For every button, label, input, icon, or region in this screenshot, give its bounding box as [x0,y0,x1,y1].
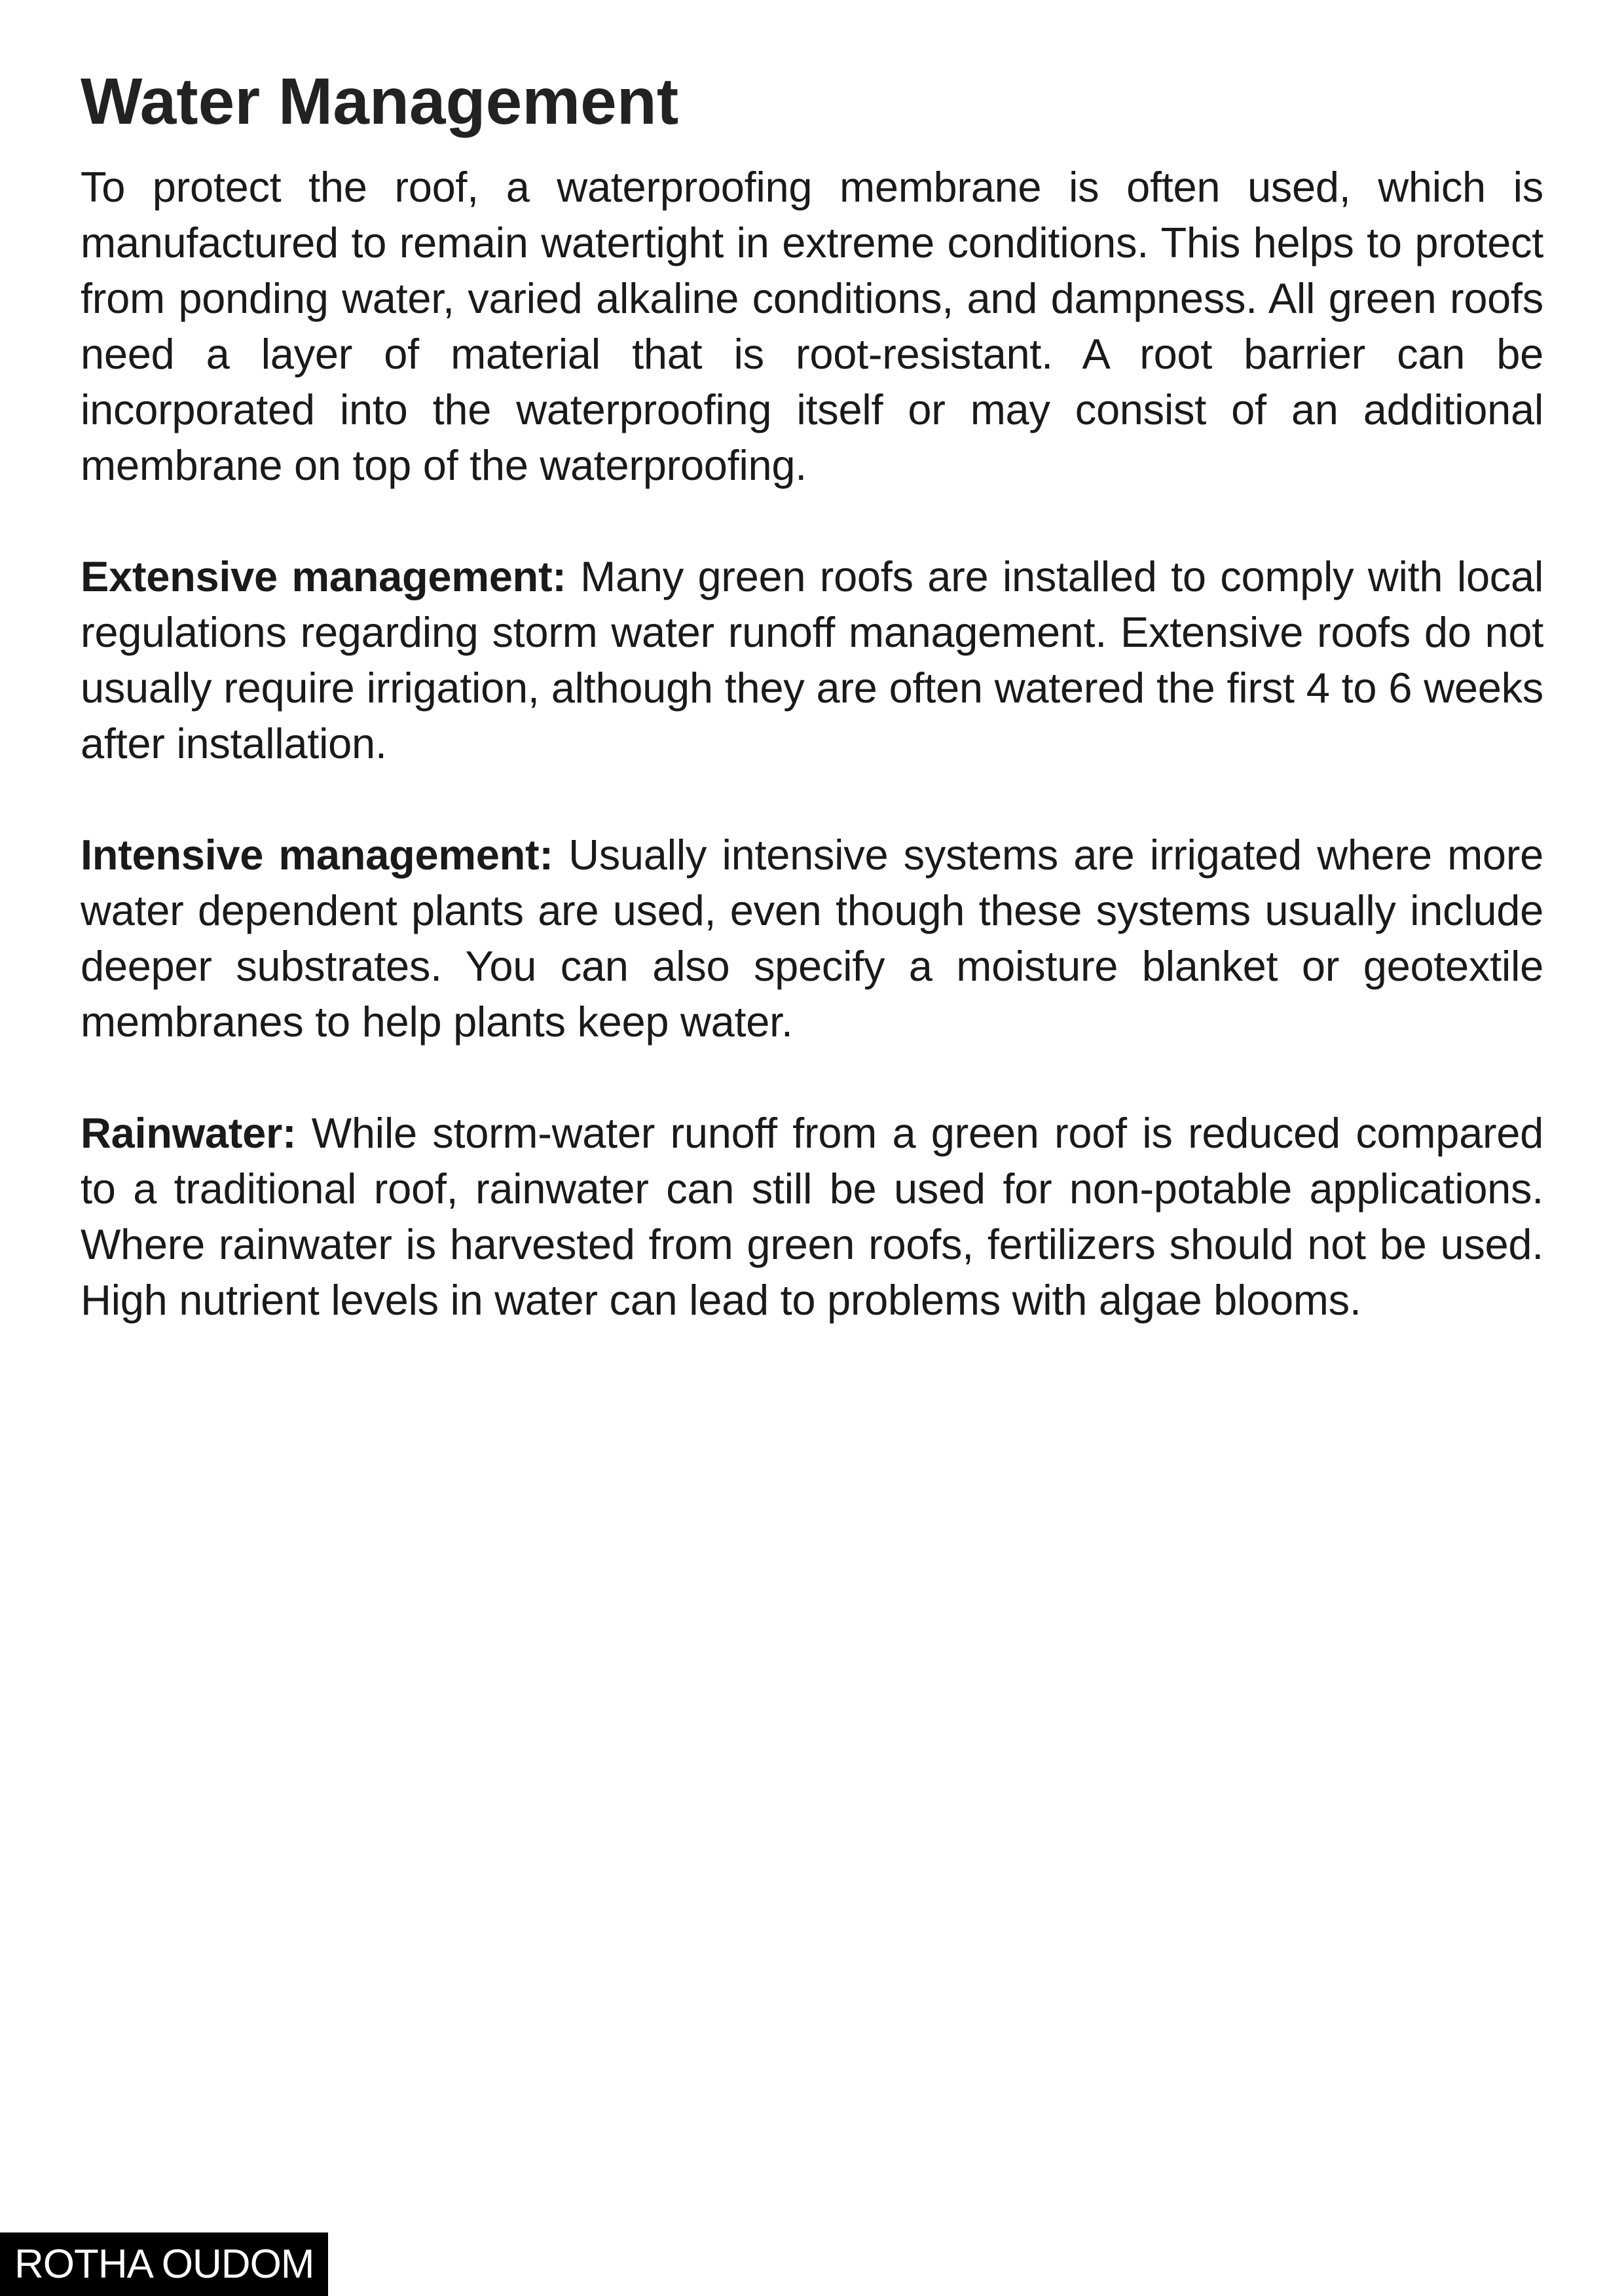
paragraph-lead: Extensive management: [81,553,566,600]
paragraph-intensive-management [81,827,1543,1049]
paragraph-text: Usually intensive systems are irrigated where more water dependent plants are used, even though these systems usually include deeper substrates. You can also specify a moisture blanket or geotextile membranes to help plants keep water. [81,831,1543,1046]
paragraph-lead: Rainwater: [81,1109,297,1157]
author-tag: ROTHA OUDOM [0,2232,328,2296]
paragraph-text: To protect the roof, a waterproofing membrane is often used, which is manufactured to remain watertight in extreme conditions. This helps to protect from ponding water, varied alkaline conditions, and dampness. All green roofs need a layer of material that is root-resistant. A root barrier can be incorporated into the waterproofing itself or may consist of an additional membrane on top of the waterproofing. [81,163,1543,489]
page-title: Water Management [81,65,679,138]
paragraph-lead: Intensive management: [81,831,553,879]
paragraph-text: Many green roofs are installed to comply with local regulations regarding storm water runoff management. Extensive roofs do not usually require irrigation, although they are often watered the first 4 to 6 weeks after installation. [81,553,1543,767]
paragraph-rainwater [81,1105,1543,1328]
paragraph-extensive-management [81,549,1543,771]
paragraph-waterproofing [81,159,1543,493]
document-page [81,62,1543,1328]
paragraph-text: While storm-water runoff from a green roof is reduced compared to a traditional roof, rainwater can still be used for non-potable applications. Where rainwater is harvested from green roofs, fertilizers should not be used. High nutrient levels in water can lead to problems with algae blooms. [81,1109,1543,1324]
